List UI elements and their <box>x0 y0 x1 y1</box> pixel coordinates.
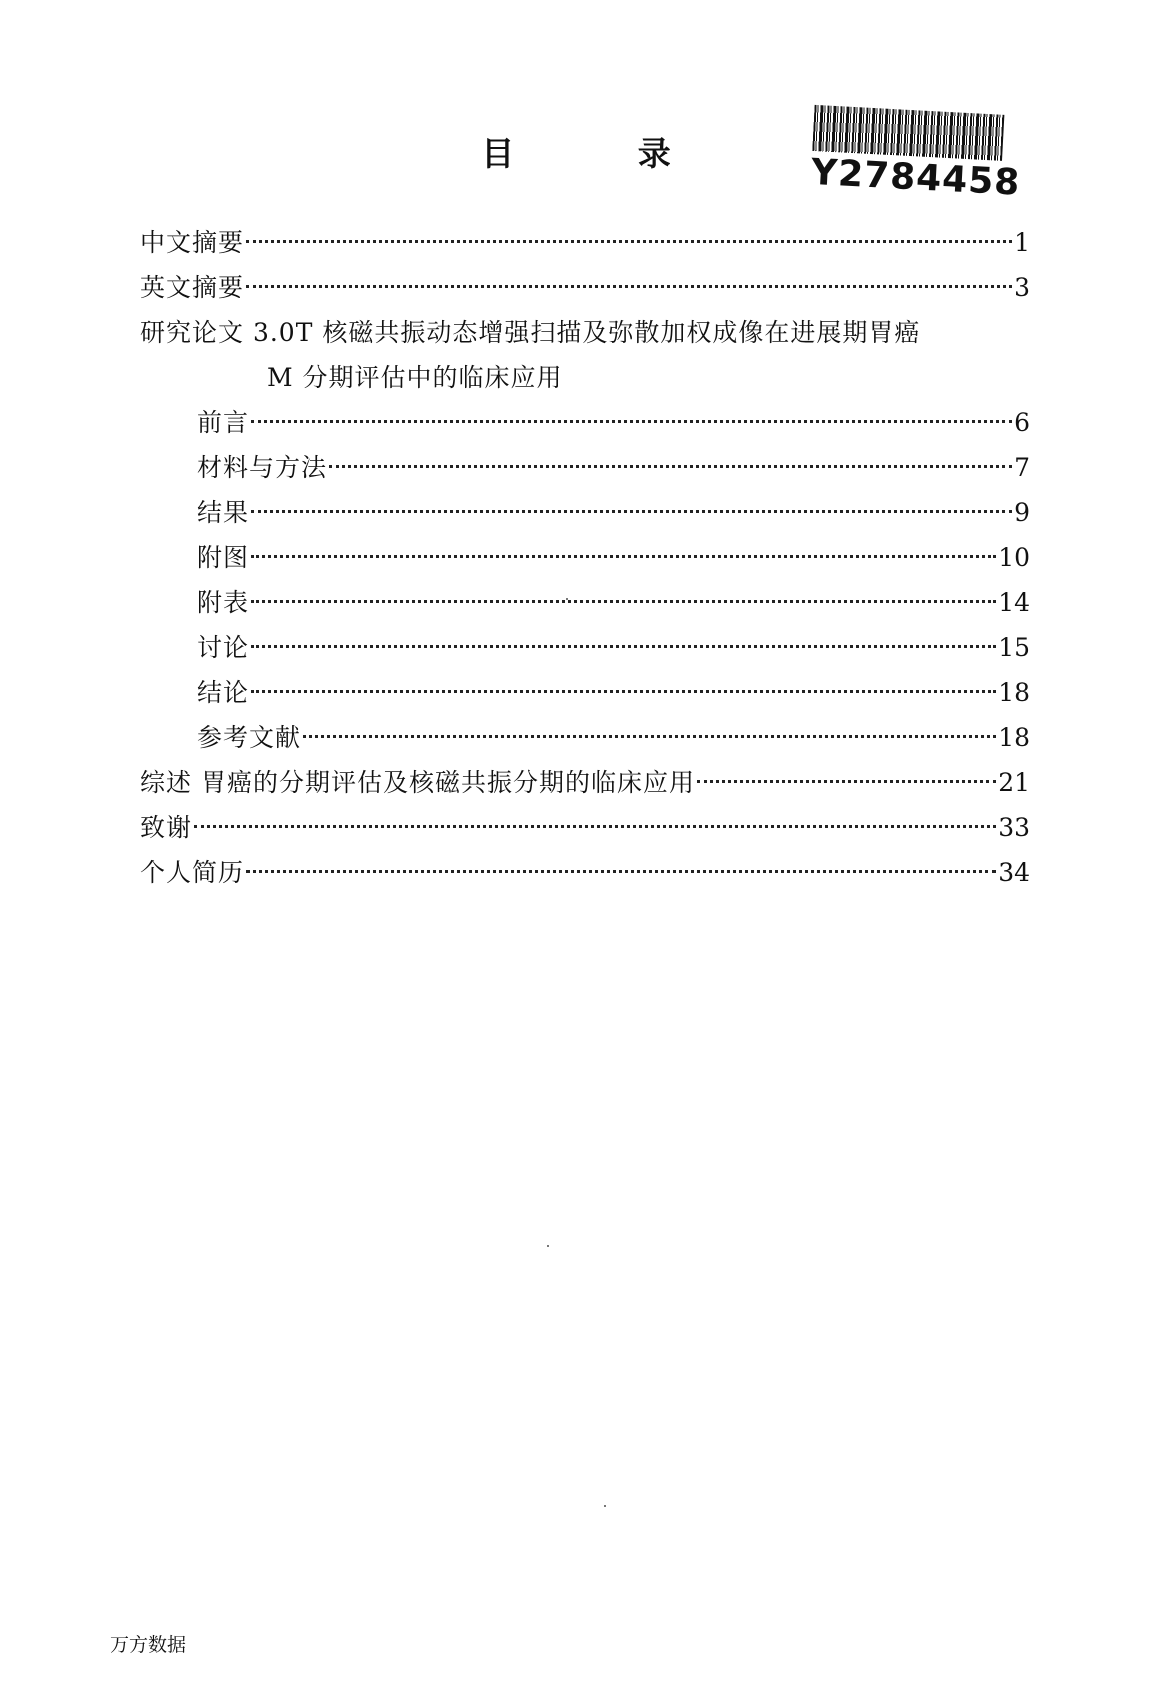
toc-entry-page: 10 <box>998 543 1030 572</box>
barcode-stamp <box>810 105 1022 211</box>
toc-subentry[interactable] <box>140 490 1030 535</box>
leader-dots <box>251 420 1012 423</box>
table-of-contents <box>140 220 1030 895</box>
scan-speck <box>604 1505 606 1507</box>
toc-entry-label: 前言 <box>197 408 250 437</box>
toc-research-heading-cont[interactable]: M 分期评估中的临床应用 <box>267 363 563 392</box>
leader-dots <box>246 240 1012 243</box>
toc-entry[interactable] <box>140 760 1030 805</box>
toc-entry-label: 致谢 <box>140 813 193 842</box>
toc-entry-page: 14 <box>998 588 1030 617</box>
toc-entry-label: 综述 胃癌的分期评估及核磁共振分期的临床应用 <box>140 768 695 797</box>
toc-entry-page: 18 <box>998 723 1030 752</box>
leader-dots <box>194 825 996 828</box>
leader-dots <box>303 735 996 738</box>
toc-entry-label: 讨论 <box>197 633 250 662</box>
toc-entry-label: 参考文献 <box>197 723 302 752</box>
toc-entry-label: 英文摘要 <box>140 273 245 302</box>
toc-subentry[interactable] <box>140 535 1030 580</box>
toc-research-heading[interactable]: 研究论文 3.0T 核磁共振动态增强扫描及弥散加权成像在进展期胃癌 <box>140 318 921 347</box>
leader-dots <box>251 555 996 558</box>
toc-entry-page: 33 <box>998 813 1030 842</box>
toc-entry-page: 21 <box>998 768 1030 797</box>
toc-subentry[interactable] <box>140 670 1030 715</box>
toc-entry-page: 1 <box>1014 228 1030 257</box>
toc-subentry[interactable] <box>140 580 1030 625</box>
toc-entry[interactable] <box>140 805 1030 850</box>
footer-watermark: 万方数据 <box>110 1634 187 1656</box>
toc-entry-label: 材料与方法 <box>197 453 328 482</box>
scan-speck <box>566 598 568 600</box>
leader-dots <box>246 285 1012 288</box>
leader-dots <box>251 510 1012 513</box>
toc-entry-label: 附表 <box>197 588 250 617</box>
toc-entry-label: 附图 <box>197 543 250 572</box>
toc-subentry[interactable] <box>140 400 1030 445</box>
leader-dots <box>251 600 996 603</box>
leader-dots <box>329 465 1012 468</box>
leader-dots <box>251 645 996 648</box>
toc-entry-label: 结论 <box>197 678 250 707</box>
toc-subentry[interactable] <box>140 625 1030 670</box>
toc-subentry[interactable] <box>140 715 1030 760</box>
toc-entry-page: 7 <box>1014 453 1030 482</box>
scan-speck <box>547 1245 549 1247</box>
toc-entry[interactable] <box>140 265 1030 310</box>
toc-entry[interactable] <box>140 220 1030 265</box>
toc-entry-page: 34 <box>998 858 1030 887</box>
leader-dots <box>251 690 996 693</box>
toc-entry-label: 中文摘要 <box>140 228 245 257</box>
toc-entry-label: 个人简历 <box>140 858 245 887</box>
toc-subentry[interactable] <box>140 445 1030 490</box>
toc-entry-label: 结果 <box>197 498 250 527</box>
leader-dots <box>697 780 996 783</box>
toc-entry-page: 6 <box>1014 408 1030 437</box>
toc-entry[interactable] <box>140 850 1030 895</box>
page-title: 目 录 <box>481 134 727 173</box>
toc-entry-page: 18 <box>998 678 1030 707</box>
toc-entry-page: 15 <box>998 633 1030 662</box>
leader-dots <box>246 870 996 873</box>
toc-entry-page: 9 <box>1014 498 1030 527</box>
toc-entry-page: 3 <box>1014 273 1030 302</box>
barcode-number: Y2784458 <box>810 151 1022 204</box>
